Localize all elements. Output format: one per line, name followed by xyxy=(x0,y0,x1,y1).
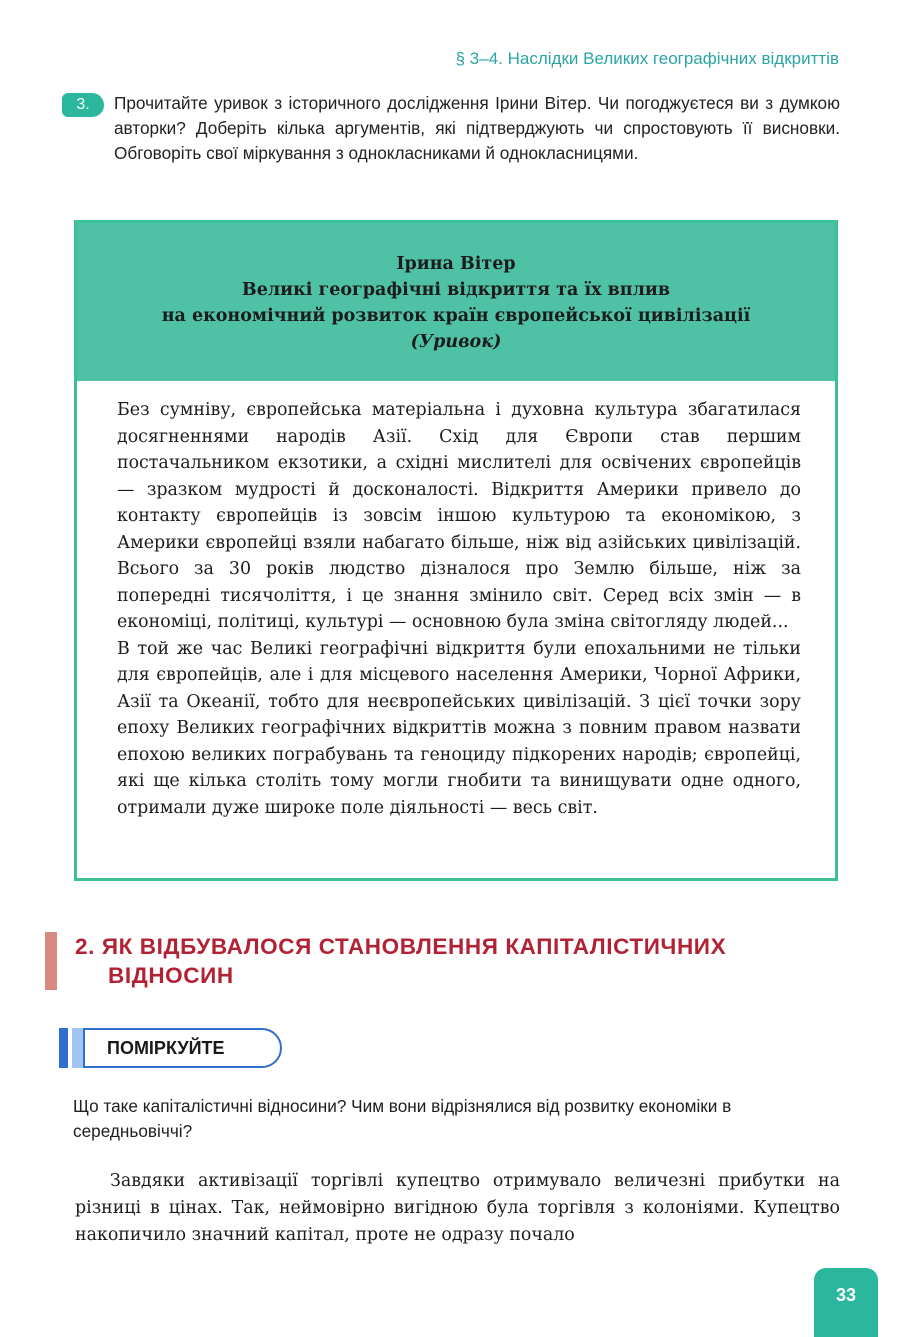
section-title-line2: ВІДНОСИН xyxy=(108,963,234,988)
question-text: Що таке капіталістичні відносини? Чим вони відрізнялися від розвитку економіки в середньовіччі? xyxy=(73,1096,732,1141)
main-paragraph: Завдяки активізації торгівлі купецтво отримувало величезні прибутки на різниці в цінах. Так, неймовірно вигідною була торгівля з колоніями. Купецтво накопичило значний капітал, проте не одразу почало xyxy=(75,1171,840,1245)
section-heading xyxy=(45,932,845,990)
excerpt-box xyxy=(74,220,838,881)
section-title-line1: 2. ЯК ВІДБУВАЛОСЯ СТАНОВЛЕННЯ КАПІТАЛІСТИЧНИХ xyxy=(75,934,727,959)
think-marker-dark xyxy=(59,1028,68,1068)
section-marker-bar xyxy=(45,932,57,990)
excerpt-title-line1: Великі географічні відкриття та їх вплив xyxy=(241,280,671,300)
excerpt-paragraph: Без сумніву, європейська матеріальна і духовна культура збагатилася досягненнями народів Азії. Схід для Європи став першим постачальником екзотики, а східні мислителі для освічених європейців — зразком мудрості й досконалості. Відкриття Америки привело до контакту європейців із зовсім іншою культурою та економікою, з Америки європейці взяли набагато більше, ніж від азійських цивілізацій. Всього за 30 років людство дізналося про Землю більше, ніж за попередні тисячоліття, і це знання змінило світ. Серед всіх змін — в економіці, політиці, культурі — основною була зміна світогляду людей... xyxy=(117,400,801,632)
excerpt-author: Ірина Вітер xyxy=(396,254,516,274)
running-head: § 3–4. Наслідки Великих географічних відкриттів xyxy=(455,49,839,68)
page-number: 33 xyxy=(814,1268,878,1337)
excerpt-header xyxy=(77,223,835,381)
task-text: Прочитайте уривок з історичного дослідження Ірини Вітер. Чи погоджуєтеся ви з думкою авторки? Доберіть кілька аргументів, які підтверджують чи спростовують її висновки. Обговоріть свої міркування з однокласниками й однокласницями. xyxy=(114,93,840,163)
excerpt-subtitle: (Уривок) xyxy=(410,332,502,352)
main-text xyxy=(75,1168,840,1249)
excerpt-body xyxy=(77,381,835,821)
task-block xyxy=(62,91,840,166)
task-number-badge: 3. xyxy=(62,93,104,117)
think-pill: ПОМІРКУЙТЕ xyxy=(83,1028,282,1068)
section-title xyxy=(75,932,845,990)
excerpt-title-line2: на економічний розвиток країн європейської цивілізації xyxy=(161,306,751,326)
excerpt-paragraph: В той же час Великі географічні відкриття були епохальними не тільки для європейців, але і для місцевого населення Америки, Чорної Африки, Азії та Океанії, тобто для неєвропейських цивілізацій. З цієї точки зору епоху Великих географічних відкриттів можна з повним правом назвати епохою великих пограбувань та геноциду підкорених народів; європейці, які ще кілька століть тому могли гнобити та винищувати одне одного, отримали дуже широке поле діяльності — весь світ. xyxy=(117,638,801,818)
